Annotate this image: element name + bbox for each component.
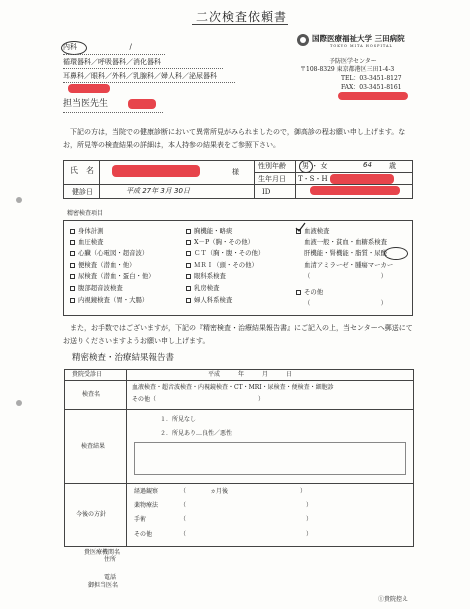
- hospital-logo-icon: [296, 33, 310, 47]
- redacted-doctor-name: [128, 99, 156, 109]
- exam-item-blood-paren: （ ）: [304, 272, 388, 280]
- checkbox-icon: [186, 286, 191, 291]
- hospital-name: 国際医療福祉大学 三田病院: [312, 34, 405, 43]
- plan-label: 今後の方針: [76, 511, 107, 518]
- age-unit: 歳: [389, 162, 396, 170]
- form-title: 二次検査依頼書: [196, 10, 288, 24]
- id-label: ID: [262, 188, 271, 196]
- exam-item-eye[interactable]: 眼科系検査: [186, 272, 226, 280]
- checkbox-icon: [186, 263, 191, 268]
- age-value: 64: [363, 161, 372, 169]
- checkbox-icon: [70, 229, 75, 234]
- copy-note: ①貴院控え: [378, 596, 409, 603]
- dept-line-1: 循環器科／呼吸器科／消化器科: [63, 58, 161, 66]
- exam-item-xp[interactable]: X－P（胸・その他）: [186, 238, 254, 246]
- exam-item-blood-general: 血液一般・貧血・血糖系検査: [304, 238, 388, 246]
- checkbox-icon: [70, 263, 75, 268]
- request-text: また，お手数ではございますが，下記の『精密検査・治療結果報告書』にご記入の上，当センターへ郵送にてお送りくださいますようお願い申し上げます。: [63, 324, 413, 345]
- report-label-col: [126, 369, 127, 547]
- redacted-sender-extra: [338, 92, 408, 100]
- exam-heading: 精密検査項目: [67, 210, 104, 217]
- dept-underline-2: [63, 82, 235, 83]
- hospital-name-en: TOKYO MITA HOSPITAL: [330, 44, 393, 48]
- checkbox-icon: [70, 251, 75, 256]
- report-heading: 精密検査・治療結果報告書: [72, 353, 175, 363]
- dept-underline-0: [63, 54, 165, 55]
- patient-col-a: [99, 160, 100, 199]
- result-option-1[interactable]: １．所見なし: [160, 416, 197, 423]
- sender-tel: TEL：03-3451-8127: [341, 75, 402, 82]
- plan-row-0-label: 経過観察: [134, 488, 159, 495]
- checkbox-icon: [186, 240, 191, 245]
- patient-row-divider: [63, 184, 413, 185]
- plan-row-3-label: その他: [134, 531, 153, 538]
- footer-doctor-label: 御担当医名: [88, 582, 119, 589]
- sender-address: 〒108-8329 東京都港区三田1-4-3: [300, 66, 395, 73]
- name-label: 氏 名: [70, 166, 94, 175]
- exam-item-bp[interactable]: 血圧検査: [70, 238, 104, 246]
- received-value: 平成 年 月 日: [208, 371, 293, 378]
- result-option-2[interactable]: ２．所見あり…良性／悪性: [160, 430, 233, 437]
- exam-item-urine[interactable]: 尿検査（潜血・蛋白・他）: [70, 272, 155, 280]
- redacted-dob: [330, 174, 394, 184]
- title-underline: [192, 24, 288, 25]
- patient-col-b: [254, 160, 255, 199]
- exam-item-lung[interactable]: 胸機能・略痰: [186, 227, 232, 235]
- dob-label: 生年月日: [258, 175, 286, 183]
- exam-name-label: 検査名: [82, 391, 101, 398]
- age-label: 性別年齢: [258, 162, 286, 170]
- checkbox-icon: [296, 290, 301, 295]
- redacted-patient-id: [310, 186, 400, 195]
- exam-name-other: その他（ ）: [132, 396, 265, 403]
- plan-row-1-label: 薬物療法: [134, 502, 159, 509]
- punch-hole: [16, 197, 22, 203]
- exam-item-endoscopy[interactable]: 内視鏡検査（胃・大腸）: [70, 296, 148, 304]
- exam-item-other[interactable]: その他: [296, 288, 323, 296]
- exam-item-amylase: 血清アミラーゼ・腫瘍マーカー: [304, 261, 394, 269]
- report-row-2: [64, 409, 414, 410]
- plan-row-0-value[interactable]: （ ヵ月後 ）: [180, 488, 307, 495]
- footer-inst-label: 貴医療機関名: [84, 549, 121, 556]
- plan-row-2-value[interactable]: （ ）: [180, 516, 313, 523]
- footer-addr-label: 住所: [104, 556, 117, 563]
- exam-item-liver-kidney: 肝機能・腎機能・脂質・尿酸: [304, 249, 388, 257]
- exam-item-blood[interactable]: 血液検査: [296, 227, 330, 235]
- result-label: 検査結果: [81, 443, 106, 450]
- patient-age-divider: [254, 172, 413, 173]
- dept-line-2: 耳鼻科／眼科／外科／乳腺科／婦人科／泌尿器科: [63, 72, 217, 80]
- report-row-3: [64, 483, 414, 484]
- date-label: 健診日: [72, 188, 93, 196]
- checkbox-icon: [70, 298, 75, 303]
- dob-era: T・S・H: [298, 175, 328, 183]
- footer-tel-label: 電話: [104, 574, 117, 581]
- date-value: 平成 27年 3月 30日: [126, 187, 190, 195]
- exam-item-body[interactable]: 身体計測: [70, 227, 104, 235]
- dept-circle: [61, 41, 87, 55]
- dept-prefix: 内科: [63, 43, 77, 51]
- plan-row-1-value[interactable]: （ ）: [180, 502, 313, 509]
- redacted-dept-detail: [68, 84, 110, 93]
- result-detail-box[interactable]: [134, 442, 406, 475]
- dept-close: /: [129, 43, 132, 51]
- uric-acid-circle: [384, 247, 408, 260]
- checkmark-icon: [294, 222, 306, 233]
- sex-value: 男 ・ 女: [302, 162, 328, 170]
- sender-fax: FAX：03-3451-8161: [341, 84, 402, 91]
- exam-item-heart[interactable]: 心臓（心電図・超音波）: [70, 249, 148, 257]
- intro-text: 下記の方は，当院での健康診断において異常所見がみられましたので，御高診の程お願い申し上げます。なお，所見等の検査結果の詳細は，本人持参の結果表をご参照下さい。: [63, 128, 406, 149]
- exam-item-other-paren: （ ）: [304, 299, 388, 307]
- checkbox-icon: [186, 229, 191, 234]
- checkbox-icon: [186, 251, 191, 256]
- exam-item-ct[interactable]: ＣＴ（胸・腹・その他）: [186, 249, 264, 257]
- redacted-patient-name: [112, 165, 200, 177]
- checkbox-icon: [70, 274, 75, 279]
- checkbox-icon: [70, 240, 75, 245]
- exam-item-breast[interactable]: 乳房検査: [186, 284, 220, 292]
- checkbox-icon: [70, 286, 75, 291]
- patient-col-c: [295, 160, 296, 199]
- punch-hole: [16, 400, 22, 406]
- plan-row-2-label: 手術: [134, 516, 147, 523]
- exam-item-abdominal-us[interactable]: 腹部超音波検査: [70, 284, 123, 292]
- checkbox-icon: [186, 298, 191, 303]
- sama-label: 様: [232, 168, 239, 176]
- report-row-1: [64, 380, 414, 381]
- exam-item-mri[interactable]: ＭＲＩ（頭・その他）: [186, 261, 258, 269]
- exam-item-stool[interactable]: 便検査（潜血・他）: [70, 261, 136, 269]
- doctor-underline: [63, 112, 163, 113]
- dept-underline-1: [63, 68, 223, 69]
- sender-center: 予防医学センター: [329, 58, 377, 65]
- exam-name-value: 血液検査・超音波検査・内視鏡検査・CT・MRI・尿検査・便検査・細胞診: [132, 384, 334, 391]
- doctor-label: 担当医先生: [63, 99, 109, 109]
- checkbox-icon: [186, 274, 191, 279]
- plan-row-3-value[interactable]: （ ）: [180, 531, 313, 538]
- sex-selected-circle: [299, 160, 313, 173]
- exam-item-gyn[interactable]: 婦人科系検査: [186, 296, 232, 304]
- received-label: 貴院受診日: [72, 371, 103, 378]
